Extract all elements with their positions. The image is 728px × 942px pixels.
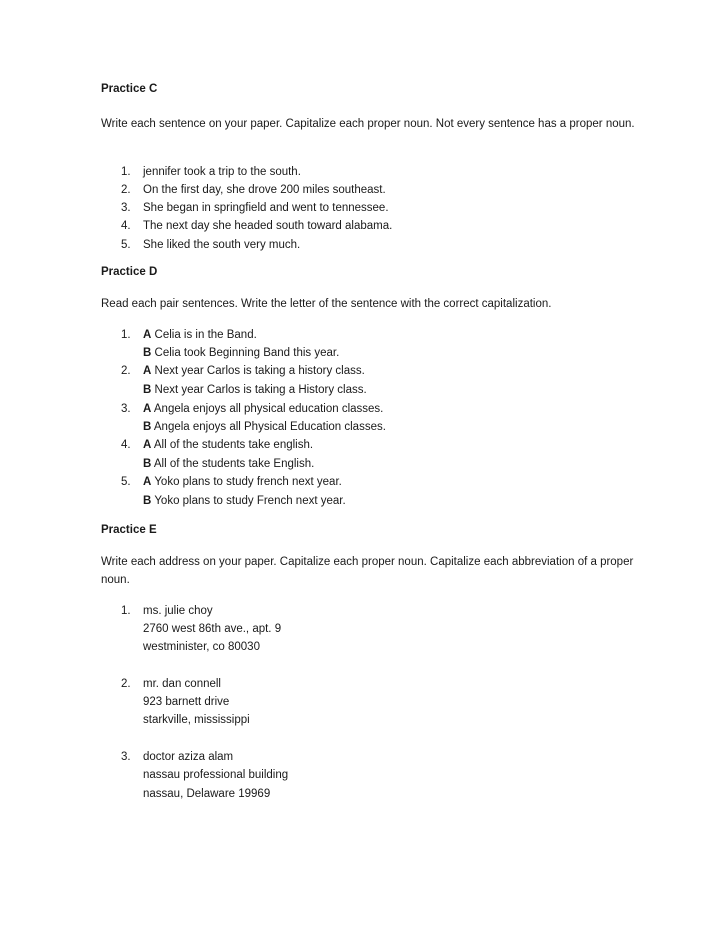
practice-d-heading: Practice D xyxy=(101,266,158,278)
option-text: Angela enjoys all Physical Education classes. xyxy=(153,421,386,433)
item-number: 3. xyxy=(121,403,131,415)
item-number: 2. xyxy=(121,184,131,196)
practice-e-heading: Practice E xyxy=(101,524,157,536)
option-letter: A xyxy=(143,329,152,341)
address-line: 923 barnett drive xyxy=(143,696,230,708)
option-a xyxy=(143,326,257,344)
item-number: 3. xyxy=(121,202,131,214)
option-letter: B xyxy=(143,347,152,359)
option-a xyxy=(143,473,342,491)
option-text: Next year Carlos is taking a History class. xyxy=(154,384,367,396)
option-letter: B xyxy=(143,458,152,470)
option-text: Yoko plans to study French next year. xyxy=(154,495,346,507)
option-letter: A xyxy=(143,476,152,488)
item-number: 1. xyxy=(121,329,131,341)
option-a xyxy=(143,362,365,380)
practice-c-instructions: Write each sentence on your paper. Capitalize each proper noun. Not every sentence has a proper noun. xyxy=(101,118,635,130)
option-letter: B xyxy=(143,495,152,507)
option-letter: A xyxy=(143,365,152,377)
option-b xyxy=(143,381,367,399)
item-number: 4. xyxy=(121,439,131,451)
item-number: 1. xyxy=(121,605,131,617)
option-a xyxy=(143,436,313,454)
option-text: Celia is in the Band. xyxy=(154,329,257,341)
address-line: ms. julie choy xyxy=(143,605,213,617)
option-letter: A xyxy=(143,403,152,415)
item-text: The next day she headed south toward alabama. xyxy=(143,220,393,232)
item-text: jennifer took a trip to the south. xyxy=(143,166,301,178)
option-letter: B xyxy=(143,421,152,433)
address-line: nassau professional building xyxy=(143,769,289,781)
practice-e-instructions: Write each address on your paper. Capitalize each proper noun. Capitalize each abbreviation of a proper noun. xyxy=(101,556,634,586)
option-letter: B xyxy=(143,384,152,396)
option-b xyxy=(143,418,386,436)
address-line: nassau, Delaware 19969 xyxy=(143,788,271,800)
item-text: On the first day, she drove 200 miles southeast. xyxy=(143,184,386,196)
item-text: She liked the south very much. xyxy=(143,239,301,251)
address-line: 2760 west 86th ave., apt. 9 xyxy=(143,623,282,635)
item-number: 5. xyxy=(121,239,131,251)
option-a xyxy=(143,400,383,418)
option-b xyxy=(143,492,346,510)
item-number: 4. xyxy=(121,220,131,232)
practice-d-instructions: Read each pair sentences. Write the letter of the sentence with the correct capitalization. xyxy=(101,298,552,310)
option-text: Yoko plans to study french next year. xyxy=(154,476,342,488)
address-line: starkville, mississippi xyxy=(143,714,250,726)
option-text: All of the students take English. xyxy=(153,458,315,470)
option-letter: A xyxy=(143,439,152,451)
option-b xyxy=(143,344,339,362)
option-text: Celia took Beginning Band this year. xyxy=(154,347,340,359)
item-number: 5. xyxy=(121,476,131,488)
address-line: mr. dan connell xyxy=(143,678,221,690)
address-line: westminister, co 80030 xyxy=(143,641,260,653)
option-b xyxy=(143,455,314,473)
item-number: 2. xyxy=(121,365,131,377)
item-number: 3. xyxy=(121,751,131,763)
item-text: She began in springfield and went to tennessee. xyxy=(143,202,389,214)
option-text: Next year Carlos is taking a history class. xyxy=(154,365,365,377)
option-text: All of the students take english. xyxy=(153,439,314,451)
practice-c-heading: Practice C xyxy=(101,83,158,95)
item-number: 1. xyxy=(121,166,131,178)
address-line: doctor aziza alam xyxy=(143,751,234,763)
option-text: Angela enjoys all physical education classes. xyxy=(153,403,384,415)
item-number: 2. xyxy=(121,678,131,690)
